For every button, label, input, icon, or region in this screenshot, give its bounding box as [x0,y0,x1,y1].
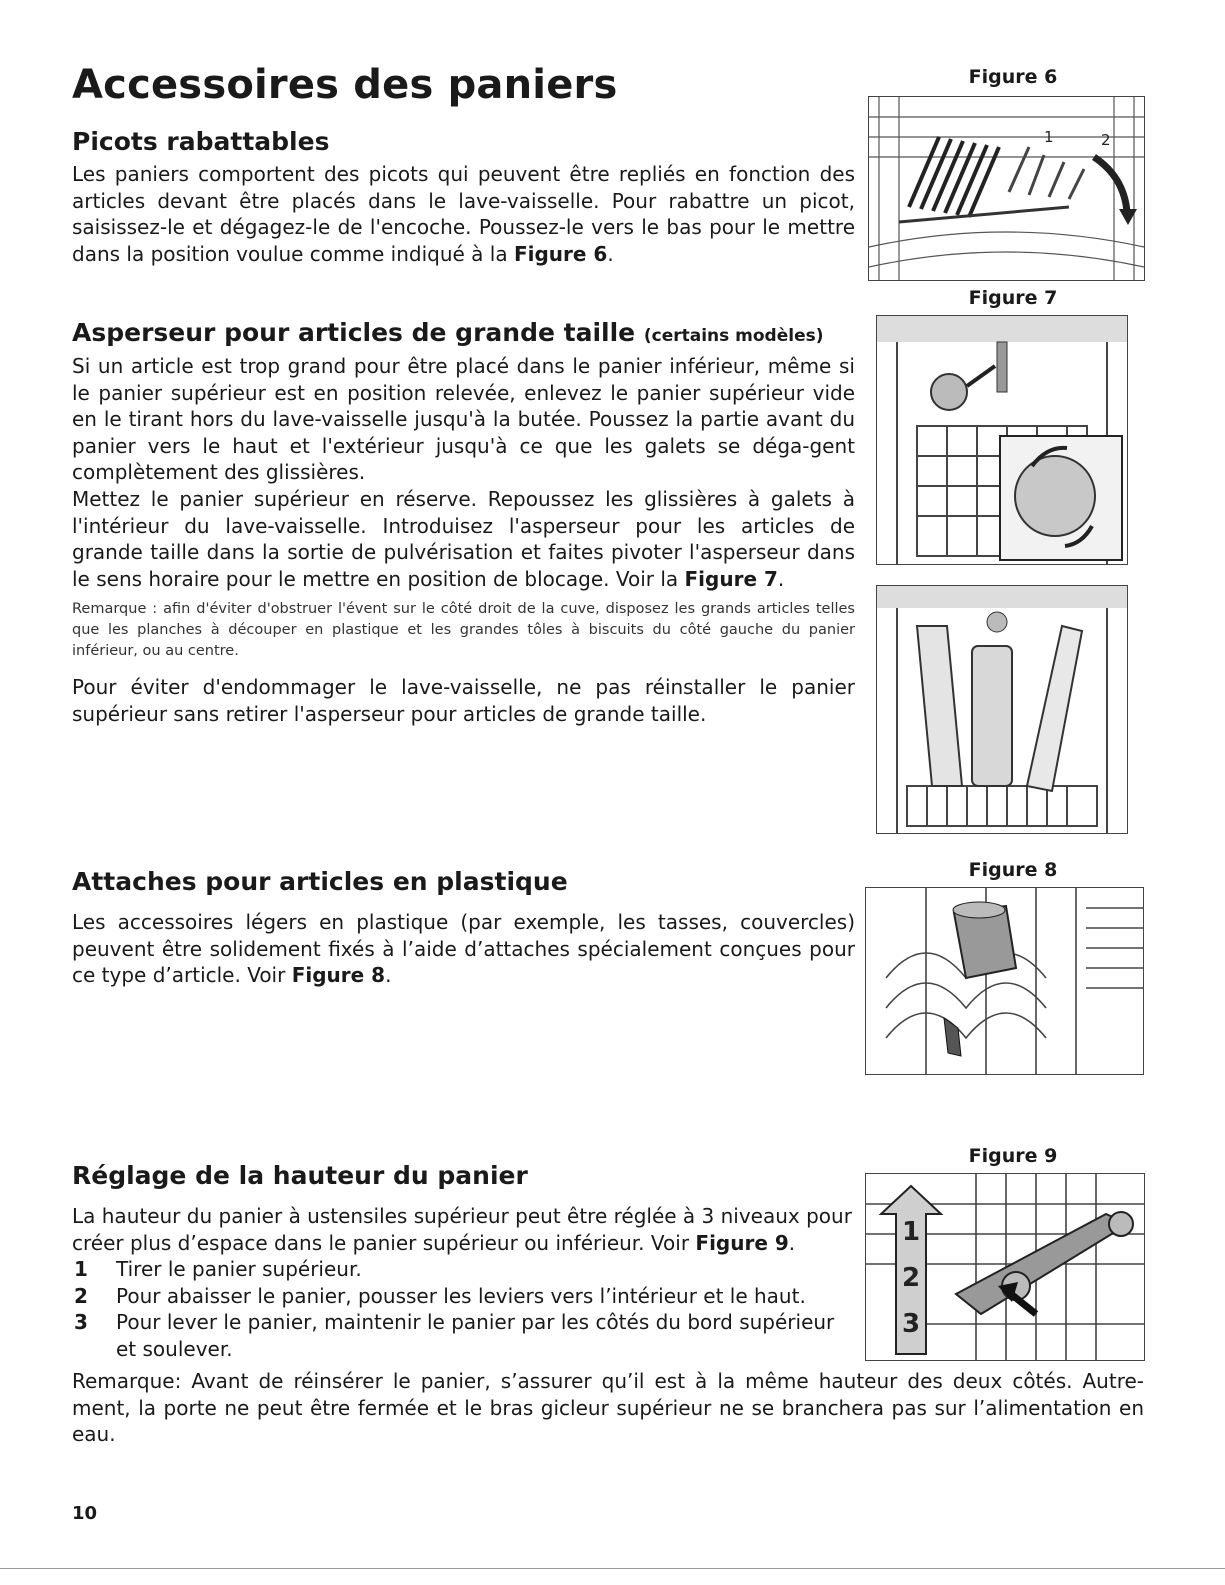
figure-reference: Figure 9 [695,1230,789,1255]
plastic-clip-illustration [866,888,1143,1074]
paragraph-text: Les paniers comportent des picots qui peuvent être repliés en fonction des articles devant être placés dans le lave-vaisselle. Pour rabattre un picot, saisissez-le et dégagez-le de l'encoche. Poussez-le vers le bas pour le mettre dans la position voulue comme indiqué à la [72,162,855,266]
rack-height-adjustment-illustration [866,1174,1144,1360]
section-heading-attaches: Attaches pour articles en plastique [72,867,568,896]
step-item [72,1309,855,1362]
figure-6-caption: Figure 6 [968,66,1058,88]
figure-9-caption: Figure 9 [968,1145,1058,1167]
section-heading-picots: Picots rabattables [72,127,330,156]
figure-6-image [868,96,1145,281]
folding-tines-illustration [869,97,1144,280]
section-text-asperseur-p1: Si un article est trop grand pour être placé dans le panier inférieur, même si le panier supérieur est en position relevée, enlevez le panier supérieur vide en le tirant hors du lave-vaisselle jusqu'à la butée. Poussez la partie avant du panier vers le haut et l'extérieur jusqu'à ce que les galets se déga-gent complètement des glissières. [72,354,855,484]
step-text: Pour lever le panier, maintenir le panier par les côtés du bord supérieur et soulever. [116,1310,835,1361]
figure-7-caption: Figure 7 [968,287,1058,309]
step-text: Pour abaisser le panier, pousser les leviers vers l’intérieur et le haut. [116,1283,806,1308]
figure-7-image-top [876,315,1128,565]
tall-item-sprayer-illustration [877,316,1127,564]
section-text-asperseur-p3: Pour éviter d'endommager le lave-vaisselle, ne pas réinstaller le panier supérieur sans retirer l'asperseur pour articles de grande taille. [72,675,855,726]
step-item [72,1283,855,1310]
bottom-rule [0,1568,1225,1569]
step-number: 2 [74,1283,88,1308]
section-text-reglage-intro [72,1203,855,1256]
fig9-label-1: 1 [902,1217,921,1247]
fig9-label-2: 2 [902,1263,921,1293]
tall-items-placed-illustration [877,586,1127,833]
figure-7-image-bottom [876,585,1128,834]
figure-reference: Figure 8 [291,963,386,987]
punctuation: . [385,963,392,987]
paragraph-text: Les accessoires légers en plastique (par exemple, les tasses, couvercles) peuvent être solidement fixés à l’aide d’attaches spécialement conçues pour ce type d’article. Voir [72,910,855,987]
figure-8-image [865,887,1144,1075]
punctuation: . [788,1230,796,1255]
section-note-asperseur: Remarque : afin d'éviter d'obstruer l'évent sur le côté droit de la cuve, disposez les grands articles telles que les planches à découper en plastique et les grandes tôles à biscuits du côté gauche du panier inférieur, ou au centre. [72,601,855,659]
step-number: 1 [74,1257,88,1281]
figure-reference: Figure 6 [513,241,608,266]
step-item [72,1256,855,1283]
heading-main: Asperseur pour articles de grande taille [72,318,636,347]
step-number: 3 [74,1310,88,1334]
section-heading-reglage: Réglage de la hauteur du panier [72,1161,528,1190]
page-number: 10 [72,1503,98,1524]
punctuation: . [607,241,614,266]
paragraph-text: Mettez le panier supérieur en réserve. Repoussez les glissières à galets à l'intérieur du lave-vaisselle. Introduisez l'asperseur pour les articles de grande taille dans la sortie de pulvérisation et faites pivoter l'asperseur dans le sens horaire pour le mettre en position de blocage. Voir la [72,487,855,591]
paragraph-text: La hauteur du panier à ustensiles supérieur peut être réglée à 3 niveaux pour créer plus d’espace dans le panier supérieur ou inférieur. Voir [72,1204,852,1255]
section-text-attaches [72,909,855,989]
section-heading-asperseur [72,318,824,347]
figure-9-image [865,1173,1145,1361]
section-remark-reglage: Remarque: Avant de réinsérer le panier, s’assurer qu’il est à la même hauteur des deux côtés. Autre-ment, la porte ne peut être fermée et le bras gicleur supérieur ne se branchera pas sur l’alimentation en eau. [72,1369,1144,1446]
step-text: Tirer le panier supérieur. [116,1257,362,1281]
section-text-asperseur-p2 [72,486,855,592]
figure-reference: Figure 7 [684,566,778,591]
steps-list [72,1256,855,1362]
fig6-label-2: 2 [1101,131,1111,149]
figure-8-caption: Figure 8 [968,859,1058,881]
fig6-label-1: 1 [1044,128,1054,146]
heading-qualifier: (certains modèles) [643,326,824,346]
fig9-label-3: 3 [902,1309,921,1339]
page-title: Accessoires des paniers [72,62,618,108]
punctuation: . [777,566,785,591]
section-text-picots [72,161,855,267]
